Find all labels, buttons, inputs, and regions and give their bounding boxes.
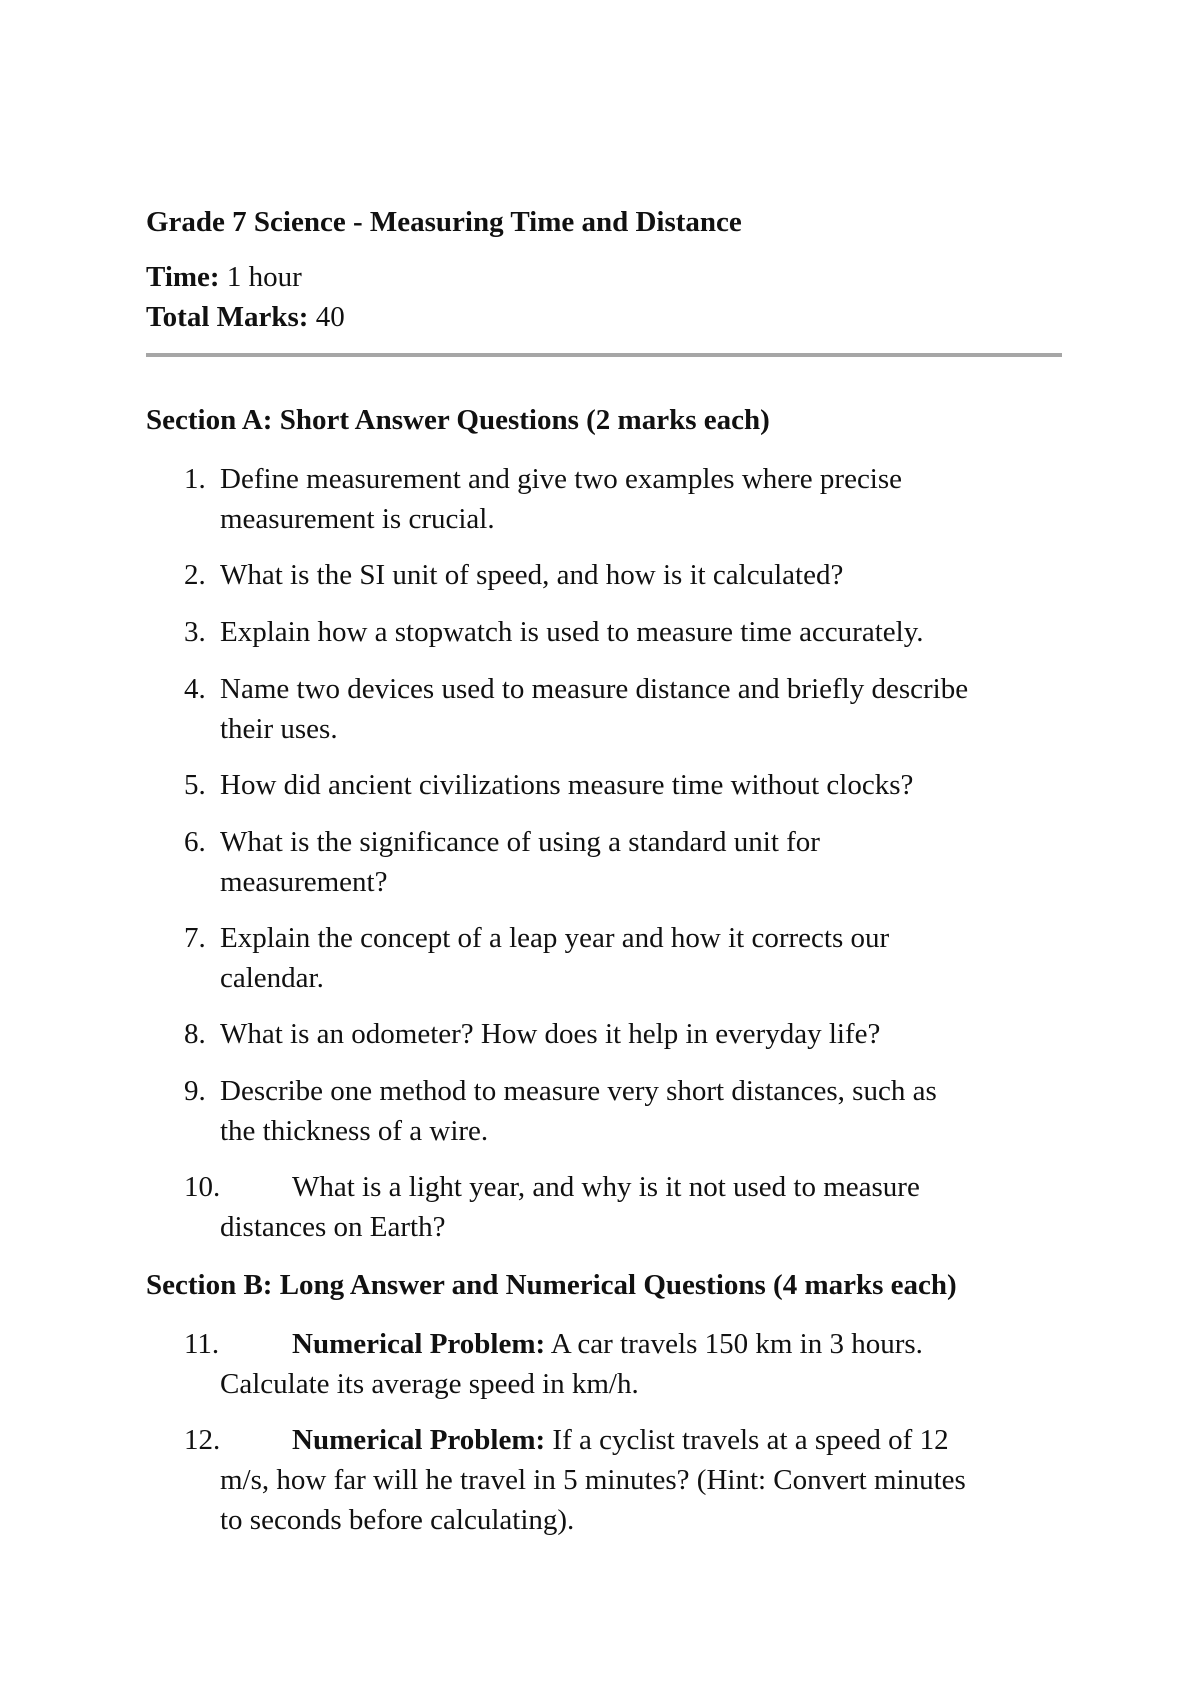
question-text: Define measurement and give two examples where precise	[220, 463, 903, 495]
question-text: What is a light year, and why is it not used to measure	[292, 1171, 920, 1203]
question-label: Numerical Problem:	[292, 1328, 546, 1360]
question-number: 7.	[184, 922, 206, 954]
question-label: Numerical Problem:	[292, 1424, 546, 1456]
question-text-cont: m/s, how far will he travel in 5 minutes? (Hint: Convert minutes	[220, 1464, 966, 1496]
total-marks-info	[146, 297, 345, 337]
question-text: If a cyclist travels at a speed of 12	[545, 1424, 949, 1456]
question-item	[184, 459, 1064, 539]
question-number: 10.	[184, 1171, 221, 1203]
question-item	[184, 1167, 1064, 1247]
document-title: Grade 7 Science - Measuring Time and Distance	[146, 206, 742, 238]
question-item	[184, 612, 1064, 652]
section-a-heading: Section A: Short Answer Questions (2 marks each)	[146, 404, 770, 436]
question-text-cont: measurement is crucial.	[220, 503, 495, 535]
question-text: What is the significance of using a standard unit for	[220, 826, 820, 858]
question-item	[184, 1071, 1064, 1151]
question-text-cont: calendar.	[220, 962, 324, 994]
question-text: Describe one method to measure very short distances, such as	[220, 1075, 937, 1107]
question-text: How did ancient civilizations measure time without clocks?	[220, 769, 914, 801]
question-text-cont: Calculate its average speed in km/h.	[220, 1368, 639, 1400]
question-text-cont: to seconds before calculating).	[220, 1504, 575, 1536]
question-item	[184, 555, 1064, 595]
question-number: 5.	[184, 769, 206, 801]
question-text: Name two devices used to measure distance and briefly describe	[220, 673, 969, 705]
question-number: 2.	[184, 559, 206, 591]
question-item	[184, 669, 1064, 749]
question-item	[184, 822, 1064, 902]
question-number: 12.	[184, 1424, 221, 1456]
time-label: Time:	[146, 261, 220, 293]
question-number: 6.	[184, 826, 206, 858]
question-number: 4.	[184, 673, 206, 705]
question-text: What is the SI unit of speed, and how is it calculated?	[220, 559, 844, 591]
time-value: 1 hour	[226, 261, 302, 293]
time-info	[146, 257, 302, 297]
question-text-cont: their uses.	[220, 713, 338, 745]
marks-value: 40	[315, 301, 345, 333]
question-item	[184, 1420, 1064, 1540]
question-text: What is an odometer? How does it help in everyday life?	[220, 1018, 881, 1050]
question-number: 1.	[184, 463, 206, 495]
marks-label: Total Marks:	[146, 301, 309, 333]
question-item	[184, 765, 1064, 805]
section-b-heading: Section B: Long Answer and Numerical Questions (4 marks each)	[146, 1269, 957, 1301]
question-text-cont: the thickness of a wire.	[220, 1115, 489, 1147]
question-text: Explain the concept of a leap year and how it corrects our	[220, 922, 890, 954]
question-number: 11.	[184, 1328, 220, 1360]
question-text: A car travels 150 km in 3 hours.	[545, 1328, 923, 1360]
question-number: 3.	[184, 616, 206, 648]
horizontal-divider	[146, 353, 1062, 357]
question-item	[184, 918, 1064, 998]
question-item	[184, 1014, 1064, 1054]
question-text-cont: distances on Earth?	[220, 1211, 446, 1243]
question-text-cont: measurement?	[220, 866, 388, 898]
question-number: 9.	[184, 1075, 206, 1107]
question-item	[184, 1324, 1064, 1404]
question-number: 8.	[184, 1018, 206, 1050]
question-text: Explain how a stopwatch is used to measure time accurately.	[220, 616, 924, 648]
